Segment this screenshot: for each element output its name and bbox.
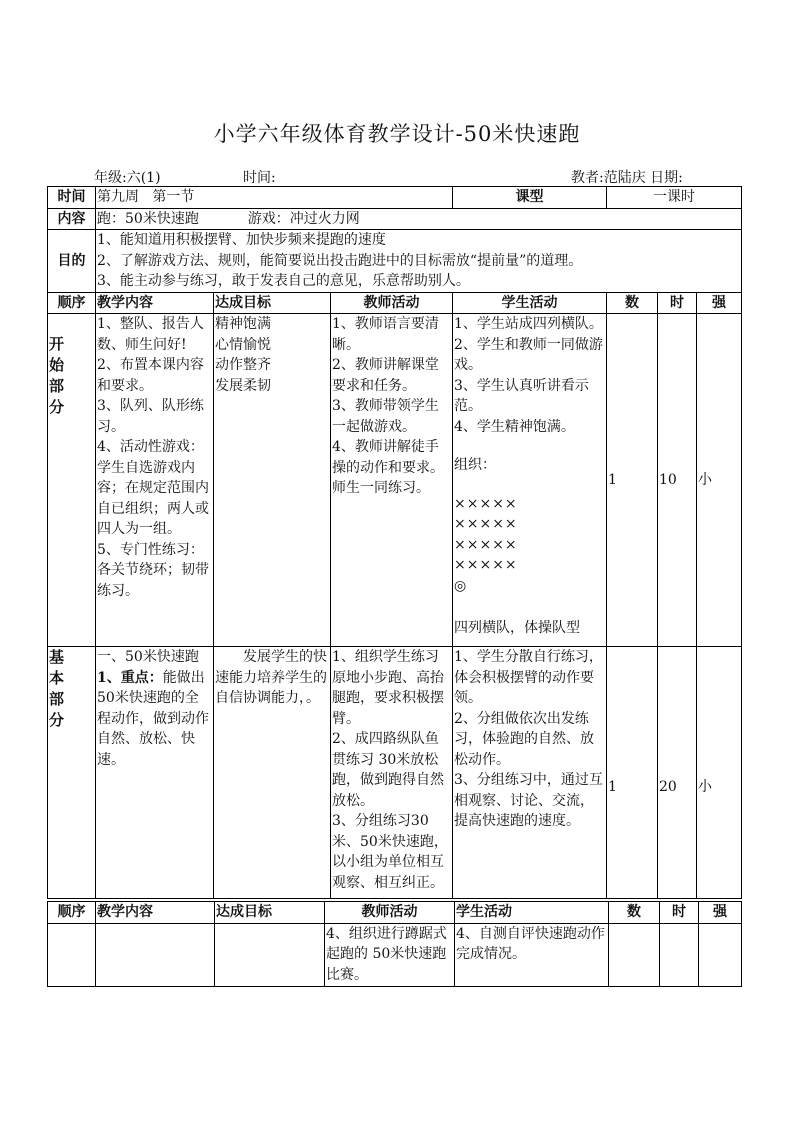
formation-row: ××××× [454,557,518,573]
header-seq: 顺序 [48,902,96,924]
purpose-item: 1、能知道用积极摆臂、加快步频来提跑的速度 [97,232,386,248]
purpose-list [96,230,742,293]
header-goal: 达成目标 [214,292,331,314]
start-student [453,314,607,647]
header-student: 学生活动 [453,292,607,314]
lesson-type-value: 一课时 [607,187,742,209]
header-count: 数 [609,902,660,924]
time-row-label: 时间 [48,187,96,209]
cont-teacher: 4、组织进行蹲踞式起跑的 50米快速跑比赛。 [325,923,455,986]
lesson-table [47,186,742,899]
cont-duration [660,923,699,986]
basic-student: 1、学生分散自行练习，体会积极摆臂的动作要领。 2、分组做依次出发练习，体验跑的自然、放松动作。 3、分组练习中，通过互相观察、讨论、交流，提高快速跑的速度。 [453,647,607,899]
formation-row: ××××× [454,495,518,512]
basic-count: 1 [607,647,658,899]
header-count: 数 [607,292,658,314]
basic-content [96,647,214,899]
cont-seq [48,923,96,986]
header-goal: 达成目标 [215,902,325,924]
basic-key-point [97,668,212,771]
grade-label: 年级:六(1) [94,170,161,186]
cont-goal [215,923,325,986]
cont-count [609,923,660,986]
header-teacher: 教师活动 [325,902,455,924]
section-text: 第一节 [152,189,195,205]
formation-caption: 四列横队，体操队型 [454,620,580,636]
basic-content-title: 一、50米快速跑 [97,649,199,665]
basic-goal: 发展学生的快速能力培养学生的自信协调能力，。 [214,647,331,899]
start-intensity: 小 [697,314,742,647]
week-text: 第九周 [97,189,139,205]
content-row-value [96,208,742,230]
lesson-type-label: 课型 [453,187,607,209]
page-title: 小学六年级体育教学设计-50米快速跑 [213,122,581,146]
header-intensity: 强 [699,902,742,924]
cont-student: 4、自测自评快速跑动作完成情况。 [455,923,609,986]
organization-label: 组织： [454,457,496,473]
header-content: 教学内容 [96,292,214,314]
basic-teacher: 1、组织学生练习原地小步跑、高抬腿跑，要求积极摆臂。 2、成四路纵队鱼贯练习 30米放松跑，做到跑得自然放松。 3、分组练习30米、50米快速跑，以小组为单位相互观察、相互纠正。 [331,647,453,899]
purpose-item: 2、了解游戏方法、规则，能简要说出投击跑进中的目标需放“提前量”的道理。 [97,252,583,269]
cont-intensity [699,923,742,986]
game-content: 游戏：冲过火力网 [247,210,360,227]
purpose-item: 3、能主动参与练习，敢于发表自己的意见，乐意帮助别人。 [97,273,470,289]
start-student-text: 1、学生站成四列横队。 2、学生和教师一同做游戏。 3、学生认真听讲看示范。 4、学生精神饱满。 [454,316,603,435]
content-row-label: 内容 [48,208,96,230]
run-content: 跑：50米快速跑 [97,210,199,227]
header-seq: 顺序 [48,292,96,314]
key-text: 能做出50米快速跑的全程动作，做到动作自然、放松、快速。 [97,669,209,768]
time-row-value [96,187,453,209]
basic-intensity: 小 [697,647,742,899]
purpose-label: 目的 [48,230,96,293]
start-duration: 10 [658,314,697,647]
time-label: 时间: [243,170,276,186]
header-teacher: 教师活动 [331,292,453,314]
continuation-table [47,901,742,987]
start-teacher: 1、教师语言要清晰。 2、教师讲解课堂要求和任务。 3、教师带领学生一起做游戏。 4、教师讲解徒手操的动作和要求。师生一同练习。 [331,314,453,647]
header-content: 教学内容 [96,902,215,924]
header-intensity: 强 [697,292,742,314]
header-duration: 时 [658,292,697,314]
cont-content [96,923,215,986]
basic-part-label: 基 本 部 分 [48,647,96,899]
formation-row: ××××× [454,536,518,553]
start-part-label: 开 始 部 分 [48,314,96,647]
header-duration: 时 [660,902,699,924]
start-count: 1 [607,314,658,647]
header-student: 学生活动 [455,902,609,924]
key-label: 1、重点： [97,669,163,686]
start-goal: 精神饱满 心情愉悦 动作整齐 发展柔韧 [214,314,331,647]
start-content: 1、整队、报告人数、师生问好! 2、布置本课内容和要求。 3、队列、队形练习。 4、活动性游戏：学生自选游戏内容；在规定范围内自已组织；两人或四人为一组。 5、专门性练习：各关节绕环；韧带练习。 [96,314,214,647]
basic-duration: 20 [658,647,697,899]
teacher-date-label: 教者:范陆庆 日期: [571,170,683,186]
formation-row: ××××× [454,516,518,532]
teacher-position-icon: ◎ [454,577,467,594]
